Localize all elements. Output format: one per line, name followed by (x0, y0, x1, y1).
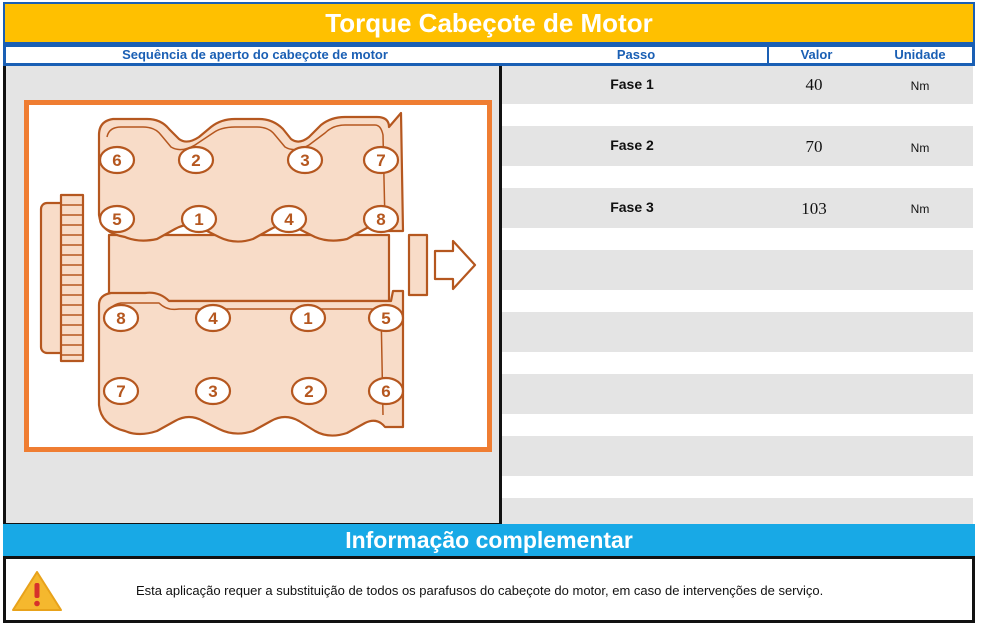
svg-text:3: 3 (208, 382, 218, 401)
table-header (3, 44, 975, 66)
svg-text:7: 7 (376, 151, 386, 170)
table-row (502, 498, 973, 524)
bolt-lower-top-2 (196, 305, 230, 331)
table-row (502, 436, 973, 476)
engine-block (109, 235, 389, 301)
svg-text:3: 3 (300, 151, 310, 170)
title-bar (3, 2, 975, 44)
step-name: Fase 3 (610, 199, 654, 215)
bolt-upper-bottom-4 (364, 206, 398, 232)
step-value: 70 (805, 137, 823, 156)
step-row-1 (502, 76, 973, 98)
bolt-lower-top-3 (291, 305, 325, 331)
table-row (502, 312, 973, 352)
sequence-header: Sequência de aperto do cabeçote de motor (122, 47, 388, 62)
page-title: Torque Cabeçote de Motor (325, 7, 653, 38)
table-row (502, 352, 973, 374)
bolt-lower-top-1 (104, 305, 138, 331)
table-row (502, 166, 973, 188)
step-name: Fase 1 (610, 76, 654, 92)
upper-cylinder-head (99, 113, 403, 242)
bolt-upper-top-3 (288, 147, 322, 173)
table-row (502, 290, 973, 312)
cylinder-head-diagram (29, 105, 487, 447)
unit-header: Unidade (894, 47, 946, 62)
step-unit: Nm (910, 79, 930, 93)
svg-text:5: 5 (112, 210, 122, 229)
bolt-lower-bottom-2 (196, 378, 230, 404)
step-value: 40 (805, 75, 823, 94)
svg-text:2: 2 (304, 382, 314, 401)
bolt-upper-bottom-1 (100, 206, 134, 232)
table-row (502, 374, 973, 414)
steps-table (502, 66, 973, 524)
svg-text:5: 5 (381, 309, 391, 328)
note-text: Esta aplicação requer a substituição de todos os parafusos do cabeçote do motor, em caso de intervenções de serviço. (136, 583, 824, 598)
table-row (502, 250, 973, 290)
svg-text:6: 6 (112, 151, 122, 170)
step-row-2 (502, 137, 973, 159)
step-value: 103 (801, 199, 827, 218)
step-unit: Nm (910, 141, 930, 155)
bolt-upper-bottom-3 (272, 206, 306, 232)
step-header: Passo (616, 47, 656, 62)
lower-cylinder-head (99, 291, 403, 436)
table-row (502, 228, 973, 250)
tightening-sequence-drawing (24, 100, 492, 452)
step-row-3 (502, 199, 973, 221)
svg-text:7: 7 (116, 382, 126, 401)
svg-text:1: 1 (194, 210, 204, 229)
svg-text:6: 6 (381, 382, 391, 401)
warning-icon (11, 569, 63, 613)
bolt-lower-top-4 (369, 305, 403, 331)
table-row (502, 104, 973, 126)
note-box (3, 556, 975, 623)
svg-text:4: 4 (208, 309, 218, 328)
step-name: Fase 2 (610, 137, 654, 153)
value-header: Valor (800, 47, 833, 62)
info-title: Informação complementar (345, 526, 633, 553)
flow-arrow (435, 241, 475, 289)
table-row (502, 476, 973, 498)
bolt-upper-top-2 (179, 147, 213, 173)
svg-text:2: 2 (191, 151, 201, 170)
diagram-panel (3, 66, 502, 526)
info-header (3, 524, 975, 556)
bolt-lower-bottom-1 (104, 378, 138, 404)
exhaust-block (409, 235, 427, 295)
svg-text:8: 8 (116, 309, 126, 328)
svg-text:1: 1 (303, 309, 313, 328)
bolt-upper-bottom-2 (182, 206, 216, 232)
timing-gear (61, 195, 83, 361)
svg-text:8: 8 (376, 210, 386, 229)
step-unit: Nm (910, 202, 930, 216)
bolt-upper-top-4 (364, 147, 398, 173)
svg-text:4: 4 (284, 210, 294, 229)
bolt-lower-bottom-4 (369, 378, 403, 404)
bolt-upper-top-1 (100, 147, 134, 173)
bolt-lower-bottom-3 (292, 378, 326, 404)
table-row (502, 414, 973, 436)
